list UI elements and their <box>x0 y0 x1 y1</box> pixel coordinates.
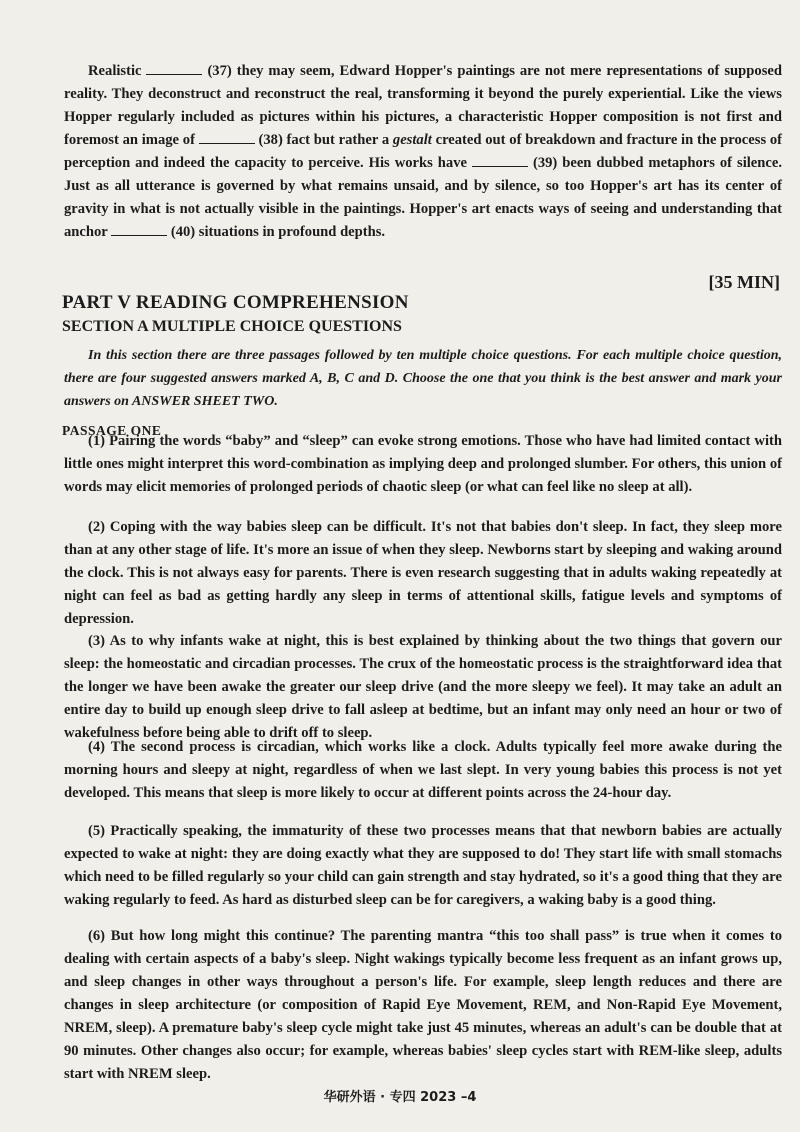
passage-paragraph-2: (2) Coping with the way babies sleep can be difficult. It's not that babies don't sleep. In fact, they sleep more than at any other stage of life. It's more an issue of when they sleep. Newborns start by sleeping and waking around the clock. This is not always easy for parents. There is even research suggesting that in adults waking repeatedly at night can feel as bad as getting hardly any sleep in terms of attentional skills, fatigue levels and symptoms of depression. <box>64 519 782 627</box>
section-title: SECTION A MULTIPLE CHOICE QUESTIONS <box>62 318 402 335</box>
blank-38 <box>199 130 255 144</box>
cloze-text-gestalt: created out of breakdown and fracture in the process of perception and indeed the capacity to perceive. His works have <box>64 132 783 171</box>
cloze-text-37: (37) they may seem, Edward Hopper's paintings are not mere representations of supposed reality. They deconstruct and reconstruct the real, transforming it beyond the purely experiential. Like the views Hopper regularly included as pictures within his pictures, a characteristic Hopper composition is not first and foremost an image of <box>64 63 782 148</box>
cloze-text-37a: Realistic <box>88 63 142 79</box>
passage-paragraph-6: (6) But how long might this continue? The parenting mantra “this too shall pass” is true when it comes to dealing with certain aspects of a baby's sleep. Night wakings typically become less frequent as an infant grows up, and sleep changes in other ways throughout a person's life. For example, sleep length reduces and there are changes in sleep architecture (or composition of Rapid Eye Movement, REM, and Non-Rapid Eye Movement, NREM, sleep). A premature baby's sleep cycle might take just 45 minutes, whereas an adult's can be double that at 90 minutes. Other changes also occur; for example, whereas babies' sleep cycles start with REM-like sleep, adults start with NREM sleep. <box>64 928 782 1082</box>
cloze-text-39: (39) been dubbed metaphors of silence. Just as all utterance is governed by what remains unsaid, and by silence, so too Hopper's art has its center of gravity in what is not actually visible in the paintings. Hopper's art enacts ways of seeing and understanding that anchor <box>64 155 783 240</box>
timing-label: [35 MIN] <box>708 272 780 292</box>
part-title: PART V READING COMPREHENSION <box>62 292 409 313</box>
cloze-gestalt: gestalt <box>392 132 432 148</box>
passage-paragraph-4: (4) The second process is circadian, which works like a clock. Adults typically feel more awake during the morning hours and sleepy at night, regardless of when we last slept. In very young babies this process is not yet developed. This means that sleep is more likely to occur at different points across the 24-hour day. <box>64 739 782 801</box>
cloze-paragraph <box>64 60 782 244</box>
passage-paragraph-5: (5) Practically speaking, the immaturity of these two processes means that that newborn babies are actually expected to wake at night: they are doing exactly what they are supposed to do! They start life with small stomachs which need to be filled regularly so your child can gain strength and stay hydrated, so it's a good thing that they are waking regularly to feed. As hard as disturbed sleep can be for caregivers, a waking baby is a good thing. <box>64 823 782 908</box>
section-instructions: In this section there are three passages followed by ten multiple choice questions. For each multiple choice question, there are four suggested answers marked A, B, C and D. Choose the one that you think is the best answer and mark your answers on ANSWER SHEET TWO. <box>64 348 782 409</box>
passage-title: PASSAGE ONE <box>62 423 162 438</box>
blank-40 <box>111 222 167 236</box>
blank-37 <box>146 61 202 75</box>
cloze-text-40: (40) situations in profound depths. <box>170 224 386 240</box>
blank-39 <box>472 153 528 167</box>
passage-paragraph-1: (1) Pairing the words “baby” and “sleep” can evoke strong emotions. Those who have had limited contact with little ones might interpret this word-combination as implying deep and prolonged slumber. For others, this union of words may elicit memories of prolonged periods of chaotic sleep (or what can feel like no sleep at all). <box>64 433 782 495</box>
passage-paragraph-3: (3) As to why infants wake at night, this is best explained by thinking about the two things that govern our sleep: the homeostatic and circadian processes. The crux of the homeostatic process is the straightforward idea that the longer we have been awake the greater our sleep drive (and the more sleepy we feel). It may take an adult an entire day to build up enough sleep drive to fall asleep at bedtime, but an infant may only need an hour or two of wakefulness before being able to drift off to sleep. <box>64 633 782 741</box>
cloze-text-38: (38) fact but rather a <box>258 132 390 148</box>
page-footer: 华研外语 · 专四 2023 –4 <box>323 1090 477 1105</box>
